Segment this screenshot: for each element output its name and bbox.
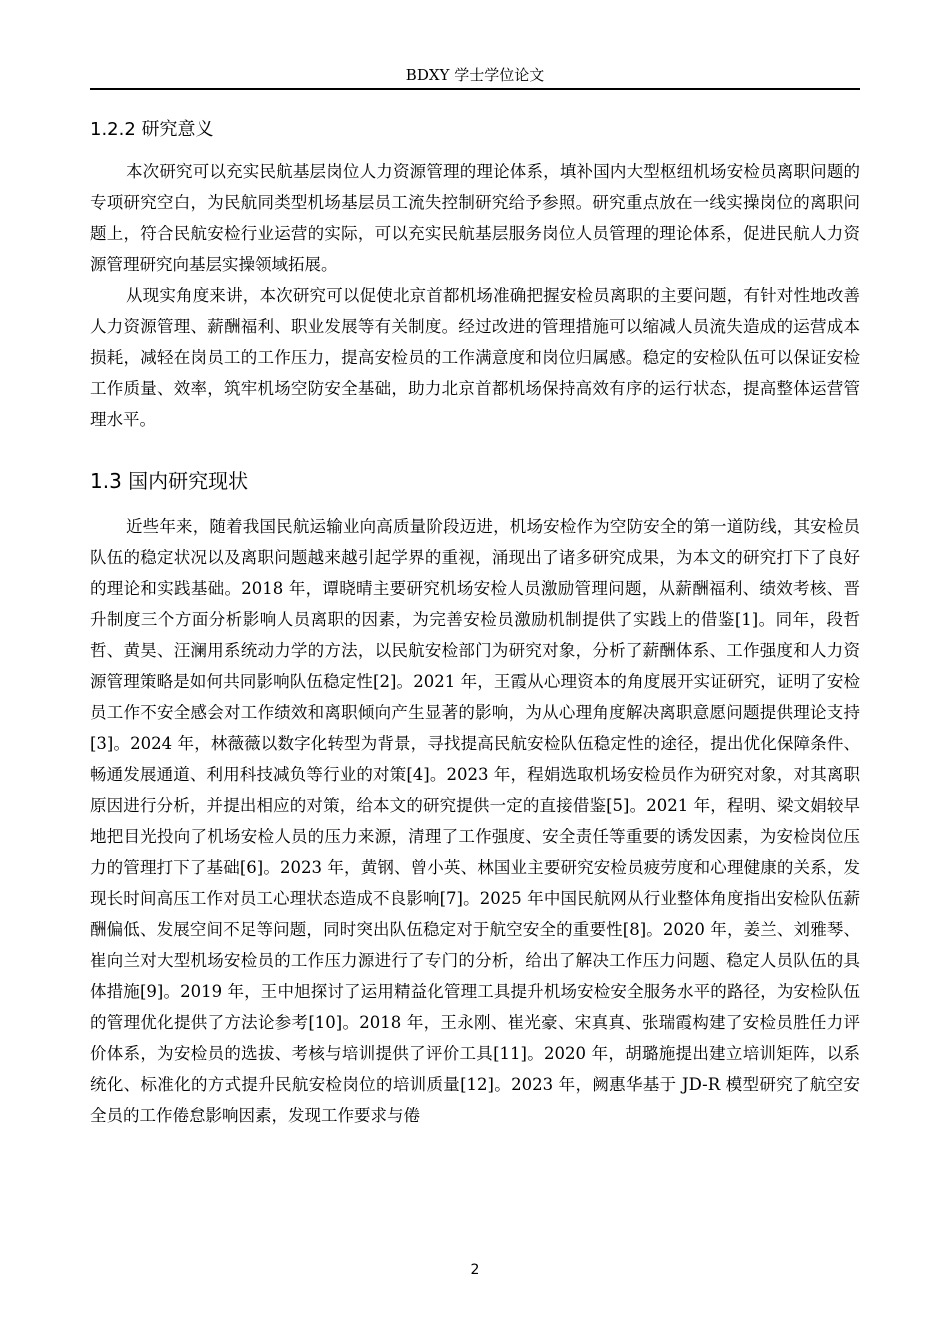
page-header: BDXY 学士学位论文: [405, 66, 545, 84]
paragraph-practical-significance: 从现实角度来讲，本次研究可以促使北京首都机场准确把握安检员离职的主要问题，有针对性地改善人力资源管理、薪酬福利、职业发展等有关制度。经过改进的管理措施可以缩减人员流失造成的运营成本损耗，减轻在岗员工的工作压力，提高安检员的工作满意度和岗位归属感。稳定的安检队伍可以保证安检工作质量、效率，筑牢机场空防安全基础，助力北京首都机场保持高效有序的运行状态，提高整体运营管理水平。: [90, 286, 860, 429]
header-rule: [90, 88, 860, 90]
paragraph-theoretical-significance: 本次研究可以充实民航基层岗位人力资源管理的理论体系，填补国内大型枢纽机场安检员离职问题的专项研究空白，为民航同类型机场基层员工流失控制研究给予参照。研究重点放在一线实操岗位的离职问题上，符合民航安检行业运营的实际，可以充实民航基层服务岗位人员管理的理论体系，促进民航人力资源管理研究向基层实操领域拓展。: [90, 162, 860, 274]
subsection-heading-research-significance: 1.2.2 研究意义: [90, 119, 214, 140]
page-body: [90, 112, 860, 1131]
section-heading-domestic-research: 1.3 国内研究现状: [90, 469, 249, 493]
page-number: 2: [470, 1262, 480, 1278]
paragraph-domestic-research: 近些年来，随着我国民航运输业向高质量阶段迈进，机场安检作为空防安全的第一道防线，其安检员队伍的稳定状况以及离职问题越来越引起学界的重视，涌现出了诸多研究成果，为本文的研究打下了良好的理论和实践基础。2018 年，谭晓晴主要研究机场安检人员激励管理问题，从薪酬福利、绩效考核、晋升制度三个方面分析影响人员离职的因素，为完善安检员激励机制提供了实践上的借鉴[1]。同年，段哲哲、黄昊、汪澜用系统动力学的方法，以民航安检部门为研究对象，分析了薪酬体系、工作强度和人力资源管理策略是如何共同影响队伍稳定性[2]。2021 年，王霞从心理资本的角度展开实证研究，证明了安检员工作不安全感会对工作绩效和离职倾向产生显著的影响，为从心理角度解决离职意愿问题提供理论支持[3]。2024 年，林薇薇以数字化转型为背景，寻找提高民航安检队伍稳定性的途径，提出优化保障条件、畅通发展通道、利用科技减负等行业的对策[4]。2023 年，程娟选取机场安检员作为研究对象，对其离职原因进行分析，并提出相应的对策，给本文的研究提供一定的直接借鉴[5]。2021 年，程明、梁文娟较早地把目光投向了机场安检人员的压力来源，清理了工作强度、安全责任等重要的诱发因素，为安检岗位压力的管理打下了基础[6]。2023 年，黄钢、曾小英、林国业主要研究安检员疲劳度和心理健康的关系，发现长时间高压工作对员工心理状态造成不良影响[7]。2025 年中国民航网从行业整体角度指出安检队伍薪酬偏低、发展空间不足等问题，同时突出队伍稳定对于航空安全的重要性[8]。2020 年，姜兰、刘雅琴、崔向兰对大型机场安检员的工作压力源进行了专门的分析，给出了解决工作压力问题、稳定人员队伍的具体措施[9]。2019 年，王中旭探讨了运用精益化管理工具提升机场安检安全服务水平的路径，为安检队伍的管理优化提供了方法论参考[10]。2018 年，王永刚、崔光豪、宋真真、张瑞霞构建了安检员胜任力评价体系，为安检员的选拔、考核与培训提供了评价工具[11]。2020 年，胡璐施提出建立培训矩阵，以系统化、标准化的方式提升民航安检岗位的培训质量[12]。2023 年，阙惠华基于 JD-R 模型研究了航空安全员的工作倦怠影响因素，发现工作要求与倦: [90, 517, 860, 1125]
